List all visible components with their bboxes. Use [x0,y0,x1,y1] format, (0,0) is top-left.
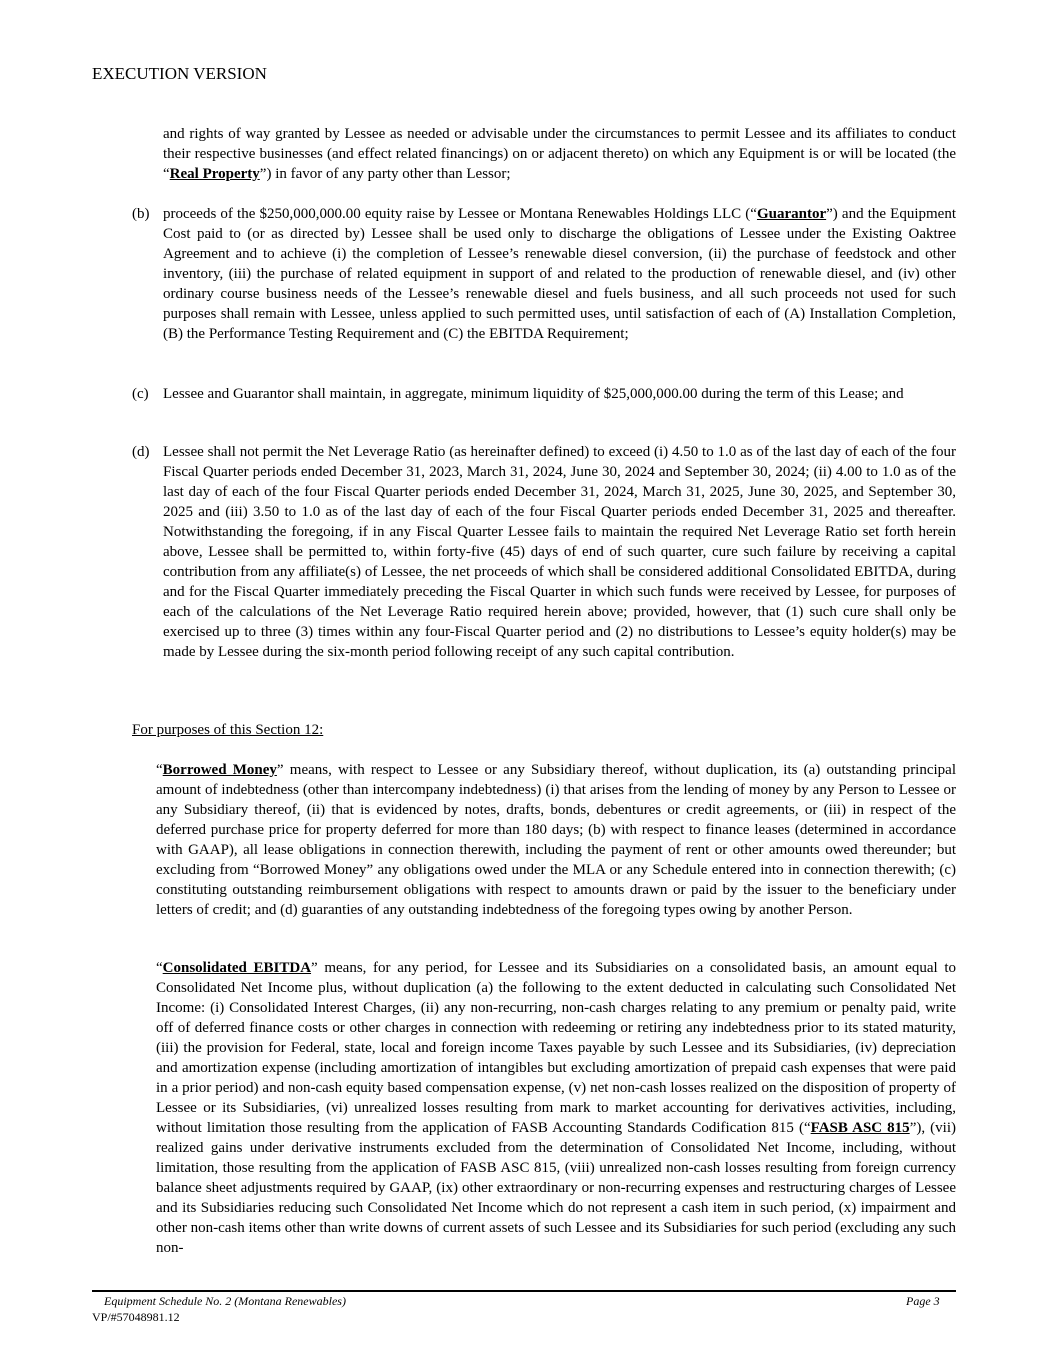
defined-term-consolidated-ebitda: Consolidated EBITDA [162,960,312,976]
footer-document-id: VP/#57048981.12 [92,1310,180,1324]
item-text: Lessee shall not permit the Net Leverage Ratio (as hereinafter defined) to exceed (i) 4.50 to 1.0 as of the last day of each of the four Fiscal Quarter periods ended December 31, 2023, March 31, 2024, June 30, 2024 and September 30, 2024; (ii) 4.00 to 1.0 as of the last day of each of the four Fiscal Quarter periods ended December 31, 2024, March 31, 2025, June 30, 2025, and September 30, 2025 and (iii) 3.50 to 1.0 as of the last day of each of the four Fiscal Quarter periods ended December 31, 2025 and thereafter. Notwithstanding the foregoing, if in any Fiscal Quarter Lessee fails to maintain the required Net Leverage Ratio set forth herein above, Lessee shall be permitted to, within forty-five (45) days of end of such quarter, cure such failure by receiving a capital contribution from any affiliate(s) of Lessee, the net proceeds of which shall be considered additional Consolidated EBITDA, during and for the Fiscal Quarter immediately preceding the Fiscal Quarter in which such funds were received by Lessee, for purposes of each of the calculations of the Net Leverage Ratio required herein above; provided, however, that (1) such cure shall only be exercised up to three (3) times within any four-Fiscal Quarter period and (2) no distributions to Lessee’s equity holder(s) may be made by Lessee during the six-month period following receipt of any such capital contribution. [163,444,956,660]
defined-term-guarantor: Guarantor [756,206,827,222]
item-text: Lessee and Guarantor shall maintain, in aggregate, minimum liquidity of $25,000,000.00 during the term of this Lease; and [163,386,904,402]
list-item-b [132,204,956,344]
item-label: (b) [132,206,150,222]
footer-divider [92,1290,956,1292]
item-text: proceeds of the $250,000,000.00 equity raise by Lessee or Montana Renewables Holdings LLC (“Guarantor”) and the Equipment Cost paid to (or as directed by) Lessee shall be used only to discharge the obligations of Lessee under the Existing Oaktree Agreement and to achieve (i) the completion of Lessee’s renewable diesel conversion, (ii) the purchase of feedstock and other inventory, (iii) the purchase of related equipment in support of and related to the production of renewable diesel, and (iv) other ordinary course business needs of the Lessee’s renewable diesel and fuels business, and all such proceeds not used for such purposes shall remain with Lessee, unless applied to such permitted uses, until satisfaction of each of (A) Installation Completion, (B) the Performance Testing Requirement and (C) the EBITDA Requirement; [163,206,956,342]
defined-term-fasb-asc-815: FASB ASC 815 [810,1120,910,1136]
item-label: (d) [132,444,150,460]
list-item-c [132,384,956,404]
continuation-paragraph: and rights of way granted by Lessee as needed or advisable under the circumstances to permit Lessee and its affiliates to conduct their respective businesses (and effect related financings) on or adjacent thereto) on which any Equipment is or will be located (the “Real Property”) in favor of any party other than Lessor; [163,126,956,182]
list-item-d [132,442,956,662]
footer-page-number: Page 3 [906,1294,940,1308]
item-label: (c) [132,386,149,402]
section-heading: For purposes of this Section 12: [132,722,324,738]
footer-document-title: Equipment Schedule No. 2 (Montana Renewables) [104,1294,346,1308]
defined-term-borrowed-money: Borrowed Money [162,762,277,778]
page-header: EXECUTION VERSION [92,64,267,83]
definition-consolidated-ebitda: “Consolidated EBITDA” means, for any period, for Lessee and its Subsidiaries on a consolidated basis, an amount equal to Consolidated Net Income plus, without duplication (a) the following to the extent deducted in calculating such Consolidated Net Income: (i) Consolidated Interest Charges, (ii) any non-recurring, non-cash charges relating to any premium or penalty paid, write off of deferred finance costs or other charges in connection with redeeming or retiring any indebtedness prior to its stated maturity, (iii) the provision for Federal, state, local and foreign income Taxes payable by such Lessee and its Subsidiaries, (iv) depreciation and amortization expense (including amortization of intangibles but excluding amortization of prepaid cash expenses that were paid in a prior period) and non-cash equity based compensation expense, (v) net non-cash losses realized on the disposition of property of Lessee or its Subsidiaries, (vi) unrealized losses resulting from mark to market accounting for derivatives activities, including, without limitation those resulting from the application of FASB Accounting Standards Codification 815 (“FASB ASC 815”), (vii) realized gains under derivative instruments excluded from the determination of Consolidated Net Income, including, without limitation, those resulting from the application of FASB ASC 815, (viii) unrealized non-cash losses resulting from foreign currency balance sheet adjustments required by GAAP, (ix) other extraordinary or non-recurring expenses and restructuring charges of Lessee and its Subsidiaries reducing such Consolidated Net Income which do not represent a cash item in such period, (x) impairment and other non-cash items other than write downs of current assets of such Lessee and its Subsidiaries for such period (excluding any such non- [156,960,956,1256]
definition-borrowed-money: “Borrowed Money” means, with respect to Lessee or any Subsidiary thereof, without duplication, its (a) outstanding principal amount of indebtedness (other than intercompany indebtedness) (i) that arises from the lending of money by any Person to Lessee or any Subsidiary thereof, (ii) that is evidenced by notes, drafts, bonds, debentures or credit agreements, or (iii) in respect of the deferred purchase price for property deferred for more than 180 days; (b) with respect to finance leases (determined in accordance with GAAP), all lease obligations in connection therewith, including the payment of rent or other amounts owed thereunder; but excluding from “Borrowed Money” any obligations owed under the MLA or any Schedule entered into in connection therewith; (c) constituting outstanding reimbursement obligations with respect to amounts drawn or paid by the issuer to the beneficiary under letters of credit; and (d) guaranties of any outstanding indebtedness of the foregoing types owing by another Person. [156,762,957,918]
defined-term-real-property: Real Property [169,166,260,182]
